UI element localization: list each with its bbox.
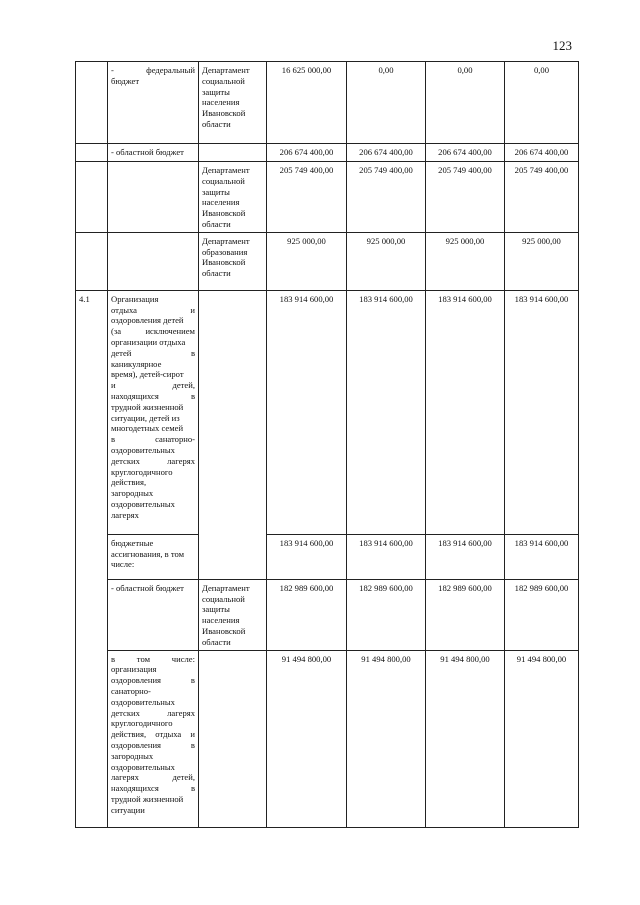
desc-line: организация xyxy=(111,664,157,675)
value-cell: 205 749 400,00 xyxy=(426,162,505,233)
row-description xyxy=(108,290,199,534)
table-row xyxy=(76,144,579,162)
desc-line: оздоровительных xyxy=(111,696,175,707)
desc-line: бюджет xyxy=(111,75,140,86)
desc-line: оздоровления в xyxy=(111,675,195,686)
responsible-executor: Департамент социальной защиты населения Ивановской области xyxy=(199,579,267,650)
desc-line: (за исключением xyxy=(111,326,195,337)
value-cell: 183 914 600,00 xyxy=(347,534,426,579)
desc-line: лагерях xyxy=(111,509,139,520)
desc-line: - областной бюджет xyxy=(111,582,184,593)
value-cell: 91 494 800,00 xyxy=(347,650,426,827)
desc-line: бюджетные xyxy=(111,537,154,548)
desc-line: загородных xyxy=(111,488,154,499)
desc-line: в том числе: xyxy=(111,653,195,664)
desc-line: - областной бюджет xyxy=(111,147,184,157)
desc-line: оздоровления детей xyxy=(111,315,184,326)
table-row xyxy=(76,162,579,233)
responsible-executor: Департамент социальной защиты населения Ивановской области xyxy=(199,162,267,233)
responsible-executor: Департамент социальной защиты населения Ивановской области xyxy=(199,62,267,144)
value-cell: 183 914 600,00 xyxy=(267,534,347,579)
responsible-executor xyxy=(199,144,267,162)
responsible-executor xyxy=(199,650,267,827)
desc-line: действия, xyxy=(111,477,147,488)
table-row xyxy=(76,232,579,290)
value-cell: 0,00 xyxy=(505,62,579,144)
desc-line: организации отдыха xyxy=(111,336,186,347)
value-cell: 925 000,00 xyxy=(426,232,505,290)
responsible-executor xyxy=(199,290,267,579)
value-cell: 183 914 600,00 xyxy=(426,290,505,534)
row-description xyxy=(108,144,199,162)
value-cell: 925 000,00 xyxy=(347,232,426,290)
table-row xyxy=(76,579,579,650)
desc-line: трудной жизненной xyxy=(111,401,184,412)
value-cell: 91 494 800,00 xyxy=(426,650,505,827)
desc-line: в санаторно- xyxy=(111,434,195,445)
desc-line: трудной жизненной xyxy=(111,793,184,804)
value-cell: 0,00 xyxy=(347,62,426,144)
row-index xyxy=(76,62,108,144)
desc-line: загородных xyxy=(111,750,154,761)
value-cell: 183 914 600,00 xyxy=(505,290,579,534)
value-cell: 182 989 600,00 xyxy=(505,579,579,650)
row-index: 4.1 xyxy=(76,290,108,827)
value-cell: 182 989 600,00 xyxy=(347,579,426,650)
desc-line: - федеральный xyxy=(111,65,195,75)
desc-line: находящихся в xyxy=(111,390,195,401)
desc-line: действия, отдыха и xyxy=(111,729,195,740)
row-index xyxy=(76,162,108,233)
value-cell: 16 625 000,00 xyxy=(267,62,347,144)
row-description xyxy=(108,650,199,827)
desc-line: Организация xyxy=(111,293,159,304)
value-cell: 206 674 400,00 xyxy=(505,144,579,162)
row-description xyxy=(108,62,199,144)
row-description xyxy=(108,162,199,233)
table-row xyxy=(76,534,579,579)
value-cell: 0,00 xyxy=(426,62,505,144)
desc-line: оздоровительных xyxy=(111,498,175,509)
value-cell: 925 000,00 xyxy=(267,232,347,290)
row-description xyxy=(108,579,199,650)
desc-line: круглогодичного xyxy=(111,466,173,477)
row-description xyxy=(108,534,199,579)
value-cell: 183 914 600,00 xyxy=(426,534,505,579)
desc-line: оздоровления в xyxy=(111,739,195,750)
value-cell: 205 749 400,00 xyxy=(267,162,347,233)
desc-line: ситуации xyxy=(111,804,145,815)
value-cell: 206 674 400,00 xyxy=(347,144,426,162)
table-row xyxy=(76,650,579,827)
desc-line: детских лагерях xyxy=(111,707,195,718)
value-cell: 206 674 400,00 xyxy=(426,144,505,162)
desc-line: числе: xyxy=(111,559,135,570)
value-cell: 183 914 600,00 xyxy=(347,290,426,534)
desc-line: находящихся в xyxy=(111,783,195,794)
responsible-executor: Департамент образования Ивановской области xyxy=(199,232,267,290)
desc-line: и детей, xyxy=(111,380,195,391)
desc-line: многодетных семей xyxy=(111,423,184,434)
desc-line: лагерях детей, xyxy=(111,772,195,783)
table-row xyxy=(76,290,579,534)
value-cell: 205 749 400,00 xyxy=(347,162,426,233)
row-index xyxy=(76,144,108,162)
desc-line: ассигнования, в том xyxy=(111,548,185,559)
page-number: 123 xyxy=(552,38,572,53)
value-cell: 925 000,00 xyxy=(505,232,579,290)
budget-table xyxy=(75,61,579,828)
value-cell: 206 674 400,00 xyxy=(267,144,347,162)
desc-line: круглогодичного xyxy=(111,718,173,729)
desc-line: санаторно- xyxy=(111,685,151,696)
desc-line: время), детей-сирот xyxy=(111,369,184,380)
desc-line: оздоровительных xyxy=(111,761,175,772)
desc-line: каникулярное xyxy=(111,358,162,369)
value-cell: 91 494 800,00 xyxy=(505,650,579,827)
desc-line: детских лагерях xyxy=(111,455,195,466)
value-cell: 91 494 800,00 xyxy=(267,650,347,827)
table-row xyxy=(76,62,579,144)
value-cell: 182 989 600,00 xyxy=(267,579,347,650)
desc-line: ситуации, детей из xyxy=(111,412,180,423)
value-cell: 183 914 600,00 xyxy=(267,290,347,534)
value-cell: 205 749 400,00 xyxy=(505,162,579,233)
row-index xyxy=(76,232,108,290)
desc-line: детей в xyxy=(111,347,195,358)
value-cell: 183 914 600,00 xyxy=(505,534,579,579)
row-description xyxy=(108,232,199,290)
desc-line: оздоровительных xyxy=(111,444,175,455)
value-cell: 182 989 600,00 xyxy=(426,579,505,650)
desc-line: отдыха и xyxy=(111,304,195,315)
